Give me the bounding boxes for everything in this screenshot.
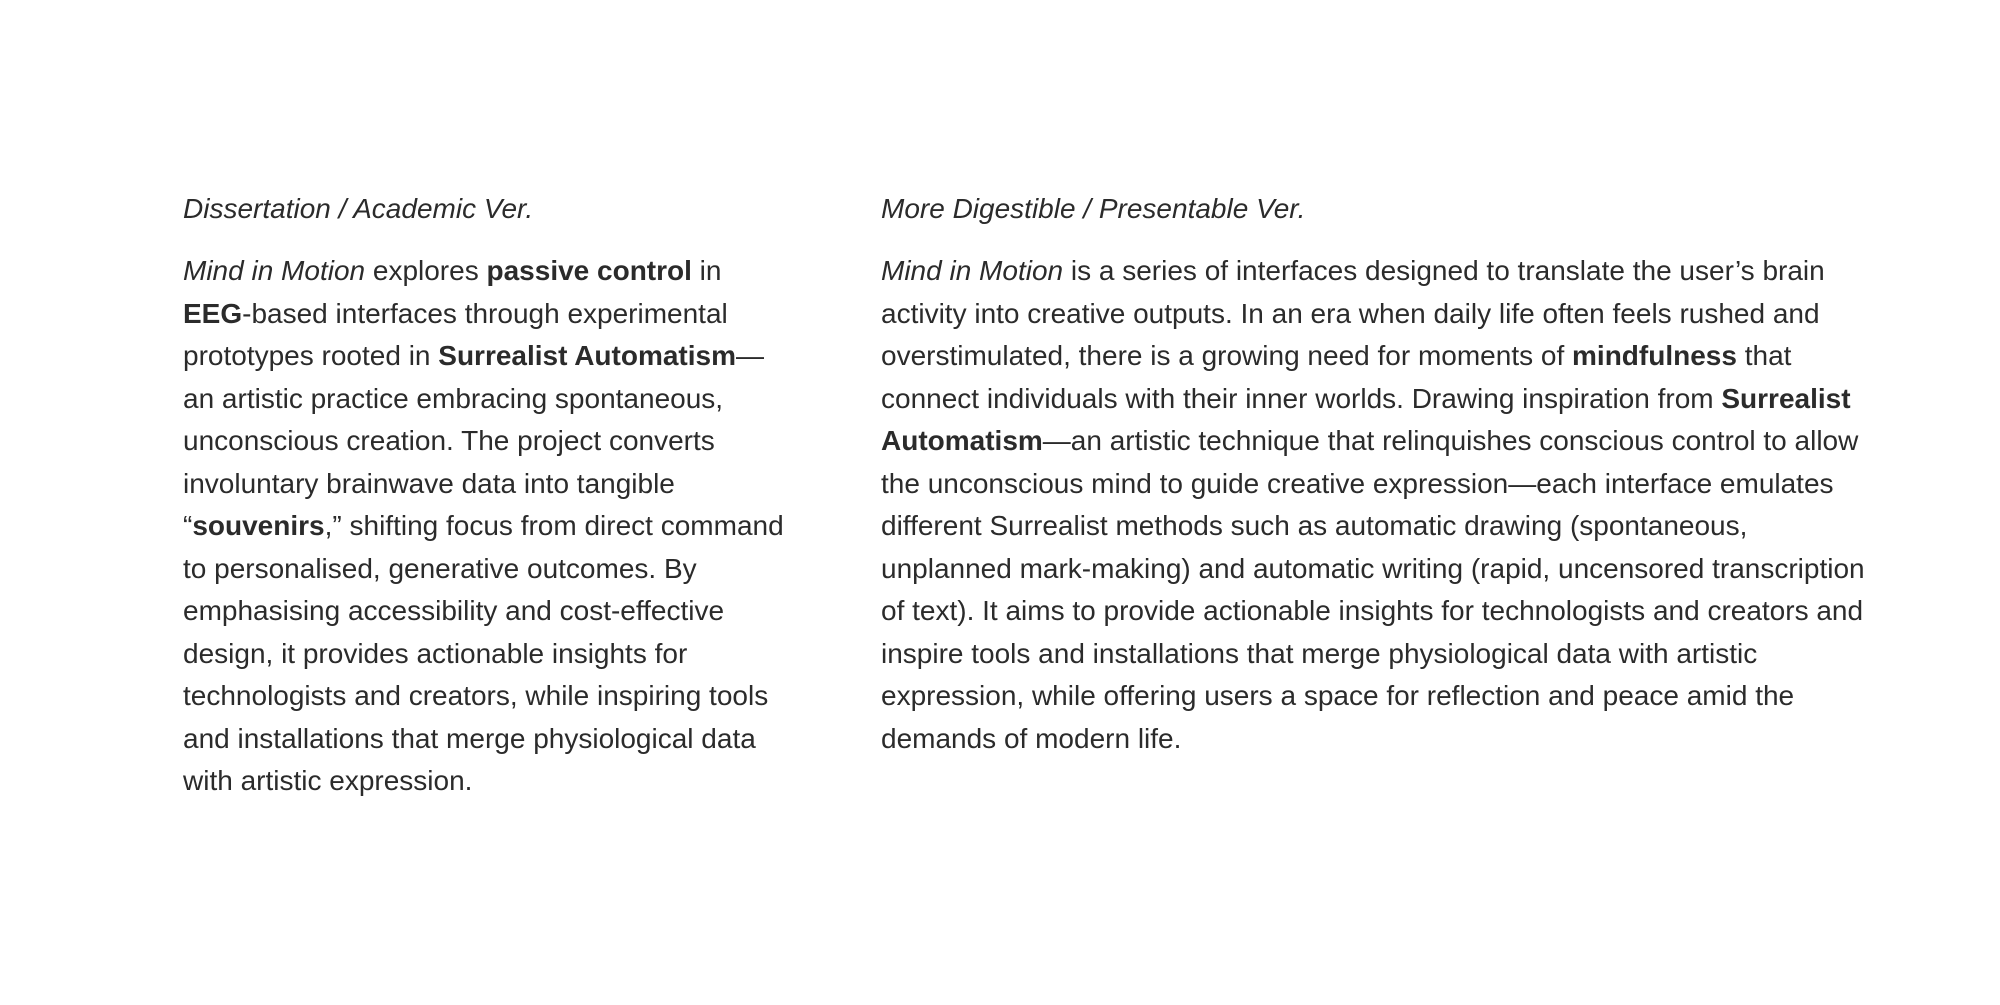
project-title: Mind in Motion <box>183 255 366 286</box>
presentable-version-paragraph <box>881 250 1881 760</box>
keyword-souvenirs: souvenirs <box>192 510 325 541</box>
paragraph-text: —an artistic technique that relinquishes conscious control to allow the unconscious mind to guide creative expression—each interface emulates different Surrealist methods such as automatic drawing (spontaneous, unplanned mark-making) and automatic writing (rapid, uncensored transcription of text). It aims to provide actionable insights for technologists and creators and inspire tools and installations that merge physiological data with artistic expression, while offering users a space for reflection and peace amid the demands of modern life. <box>881 425 1865 754</box>
project-title: Mind in Motion <box>881 255 1064 286</box>
paragraph-text: is a series of interfaces designed to translate the user’s brain activity into creative outputs. In an era when daily life often feels rushed and overstimulated, there is a growing need for moments of <box>881 255 1825 371</box>
keyword-surrealist-automatism: Surrealist Automatism <box>438 340 736 371</box>
paragraph-text: ,” shifting focus from direct command to personalised, generative outcomes. By emphasising accessibility and cost-effective design, it provides actionable insights for technologists and creators, while inspiring tools and installations that merge physiological data with artistic expression. <box>183 510 784 796</box>
presentable-version-column <box>881 190 1881 760</box>
paragraph-text: that connect individuals with their inner worlds. Drawing inspiration from <box>881 340 1792 414</box>
keyword-passive-control: passive control <box>486 255 692 286</box>
academic-version-paragraph <box>183 250 793 803</box>
keyword-mindfulness: mindfulness <box>1572 340 1737 371</box>
paragraph-text: -based interfaces through experimental prototypes rooted in <box>183 297 728 371</box>
paragraph-text: in <box>691 255 722 286</box>
presentable-version-heading: More Digestible / Presentable Ver. <box>881 193 1306 224</box>
keyword-eeg: EEG <box>183 297 243 329</box>
keyword-surrealist-automatism: Surrealist Automatism <box>881 382 1851 456</box>
academic-version-column <box>183 190 793 803</box>
academic-version-heading: Dissertation / Academic Ver. <box>183 193 534 224</box>
paragraph-text: explores <box>365 255 487 286</box>
paragraph-text: —an artistic practice embracing spontaneous, unconscious creation. The project converts involuntary brainwave data into tangible “ <box>183 340 764 541</box>
